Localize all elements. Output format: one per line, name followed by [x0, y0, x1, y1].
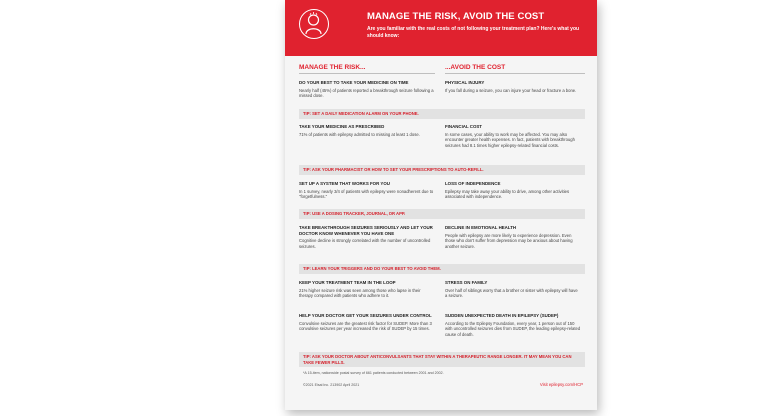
divider [445, 73, 585, 74]
risk-item-text: Convulsive seizures are the greatest risk factor for SUDEP. More than 3 convulsive seizures per year increased the risk of SUDEP by 15 times. [299, 320, 432, 332]
tip-bar: TIP: LEARN YOUR TRIGGERS AND DO YOUR BEST TO AVOID THEM. [299, 264, 585, 274]
risk-item-title: TAKE YOUR MEDICINE AS PRESCRIBED [299, 124, 385, 129]
cost-item [445, 280, 581, 299]
cost-item-title: PHYSICAL INJURY [445, 80, 485, 85]
tip-bar: TIP: USE A DOSING TRACKER, JOURNAL, OR APP. [299, 209, 585, 219]
copyright: ©2021 Eisai Inc. 213902 April 2021 [303, 383, 360, 387]
handout-sheet [285, 0, 597, 410]
cost-item-text: Epilepsy may take away your ability to drive, among other activities associated with independence. [445, 188, 570, 200]
head-icon [299, 9, 329, 39]
cost-item-title: STRESS ON FAMILY [445, 280, 488, 285]
divider [299, 73, 435, 74]
cost-item [445, 124, 581, 148]
risk-item-text: In 1 survey, nearly 3/4 of patients with epilepsy were nonadherent due to "forgetfulness." [299, 188, 434, 200]
risk-item-text: Cognitive decline is strongly correlated with the number of uncontrolled seizures. [299, 238, 431, 249]
cost-item [445, 181, 581, 200]
cost-item-text: According to the Epilepsy Foundation, every year, 1 person out of 150 with uncontrolled seizures dies from SUDEP, the leading epilepsy-related cause of death. [445, 320, 581, 337]
cost-item-text: In some cases, your ability to work may be affected. You may also encounter greater health expenses. In fact, patients with breakthrough seizures had 8.1 times higher epilepsy-related financial costs. [445, 131, 575, 148]
risk-item-title: KEEP YOUR TREATMENT TEAM IN THE LOOP [299, 280, 396, 285]
risk-item [299, 181, 435, 200]
cost-item-text: People with epilepsy are more likely to experience depression. Even those who don't suffer from depression may be anxious about having another seizure. [445, 232, 573, 249]
risk-item-text: Nearly half (45%) of patients reported a breakthrough seizure following a missed dose. [299, 87, 434, 99]
risk-item [299, 280, 435, 299]
cost-item-title: FINANCIAL COST [445, 124, 482, 129]
cost-item-title: DECLINE IN EMOTIONAL HEALTH [445, 225, 517, 230]
risk-item-title: SET UP A SYSTEM THAT WORKS FOR YOU [299, 181, 390, 186]
cost-item-text: If you fall during a seizure, you can injure your head or fracture a bone. [445, 87, 577, 93]
cost-item-text: Over half of siblings worry that a brother or sister with epilepsy will have a seizure. [445, 287, 578, 299]
cost-item-title: LOSS OF INDEPENDENCE [445, 181, 501, 186]
cost-item-title: SUDDEN UNEXPECTED DEATH IN EPILEPSY (SUDEP) [445, 313, 559, 318]
footnote: *A 15-item, nationwide postal survey of 661 patients conducted between 2001 and 2002. [303, 371, 444, 375]
cost-item [445, 80, 581, 93]
page-subtitle: Are you familiar with the real costs of not following your treatment plan? Here's what you should know: [367, 26, 580, 39]
tip-bar: TIP: SET A DAILY MEDICATION ALARM ON YOUR PHONE. [299, 109, 585, 119]
column-heading-risk: MANAGE THE RISK... [299, 64, 366, 71]
page-title: MANAGE THE RISK, AVOID THE COST [367, 11, 545, 22]
tip-bar: TIP: ASK YOUR PHARMACIST OR HOW TO SET YOUR PRESCRIPTIONS TO AUTO-REFILL. [299, 165, 585, 175]
risk-item-title: DO YOUR BEST TO TAKE YOUR MEDICINE ON TIME [299, 80, 409, 85]
risk-item [299, 313, 435, 332]
risk-item [299, 124, 435, 137]
risk-item-title: HELP YOUR DOCTOR GET YOUR SEIZURES UNDER CONTROL [299, 313, 432, 318]
risk-item-text: 71% of patients with epilepsy admitted to missing at least 1 dose. [299, 131, 420, 137]
risk-item [299, 80, 435, 99]
risk-item [299, 225, 435, 249]
column-heading-cost: ...AVOID THE COST [445, 64, 506, 71]
risk-item-text: 21% higher seizure risk was seen among those who lapse in their therapy compared with patients who adhere to it. [299, 287, 421, 299]
website-link[interactable]: Visit epilepsy.com/HCP [539, 382, 583, 387]
cost-item [445, 225, 581, 249]
risk-item-title: TAKE BREAKTHROUGH SEIZURES SERIOUSLY AND LET YOUR DOCTOR KNOW WHENEVER YOU HAVE ONE [299, 225, 433, 236]
cost-item [445, 313, 581, 337]
tip-bar: TIP: ASK YOUR DOCTOR ABOUT ANTICONVULSANTS THAT STAY WITHIN A THERAPEUTIC RANGE LONGER. IT MAY MEAN YOU CAN TAKE FEWER PILLS. [299, 352, 585, 367]
